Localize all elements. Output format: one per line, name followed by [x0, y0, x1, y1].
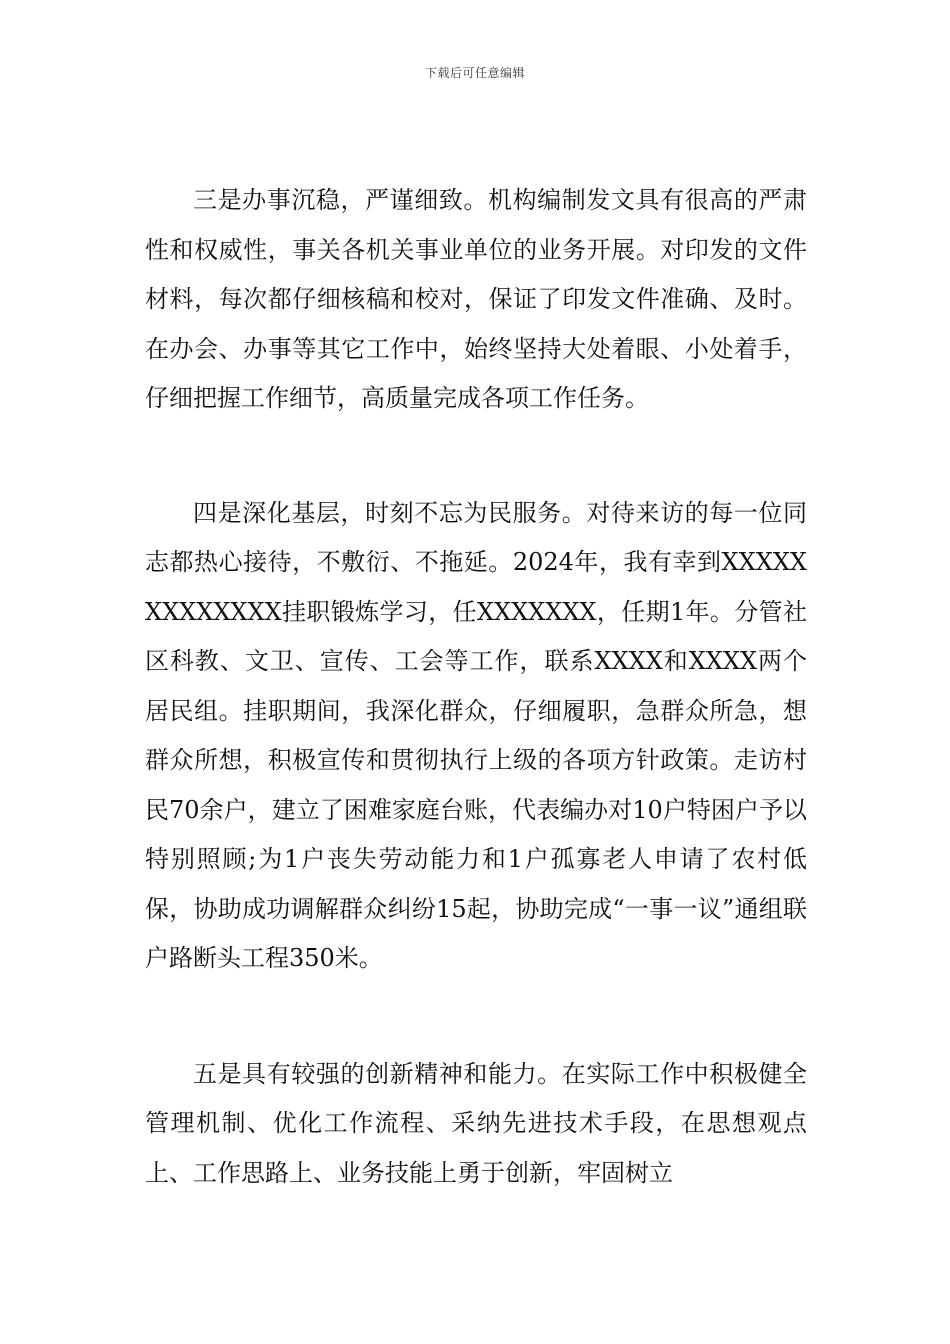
- paragraph-3: 三是办事沉稳，严谨细致。机构编制发文具有很高的严肃性和权威性，事关各机关事业单位的业务开展。对印发的文件材料，每次都仔细核稿和校对，保证了印发文件准确、及时。在办会、办事等其它工作中，始终坚持大处着眼、小处着手，仔细把握工作细节，高质量完成各项工作任务。: [145, 186, 807, 412]
- paragraph-4: 四是深化基层，时刻不忘为民服务。对待来访的每一位同志都热心接待，不敷衍、不拖延。2024年，我有幸到XXXXXXXXXXXXX挂职锻炼学习，任XXXXXXX，任期1年。分管社区科教、文卫、宣传、工会等工作，联系XXXX和XXXX两个居民组。挂职期间，我深化群众，仔细履职，急群众所急，想群众所想，积极宣传和贯彻执行上级的各项方针政策。走访村民70余户，建立了困难家庭台账，代表编办对10户特困户予以特别照顾;为1户丧失劳动能力和1户孤寡老人申请了农村低保，协助成功调解群众纠纷15起，协助完成“一事一议”通组联户路断头工程350米。: [145, 498, 807, 972]
- page-header: 下载后可任意编辑: [424, 66, 525, 80]
- document-body: [145, 176, 807, 1198]
- paragraph-5: 五是具有较强的创新精神和能力。在实际工作中积极健全管理机制、优化工作流程、采纳先进技术手段，在思想观点上、工作思路上、业务技能上勇于创新，牢固树立: [145, 1059, 807, 1187]
